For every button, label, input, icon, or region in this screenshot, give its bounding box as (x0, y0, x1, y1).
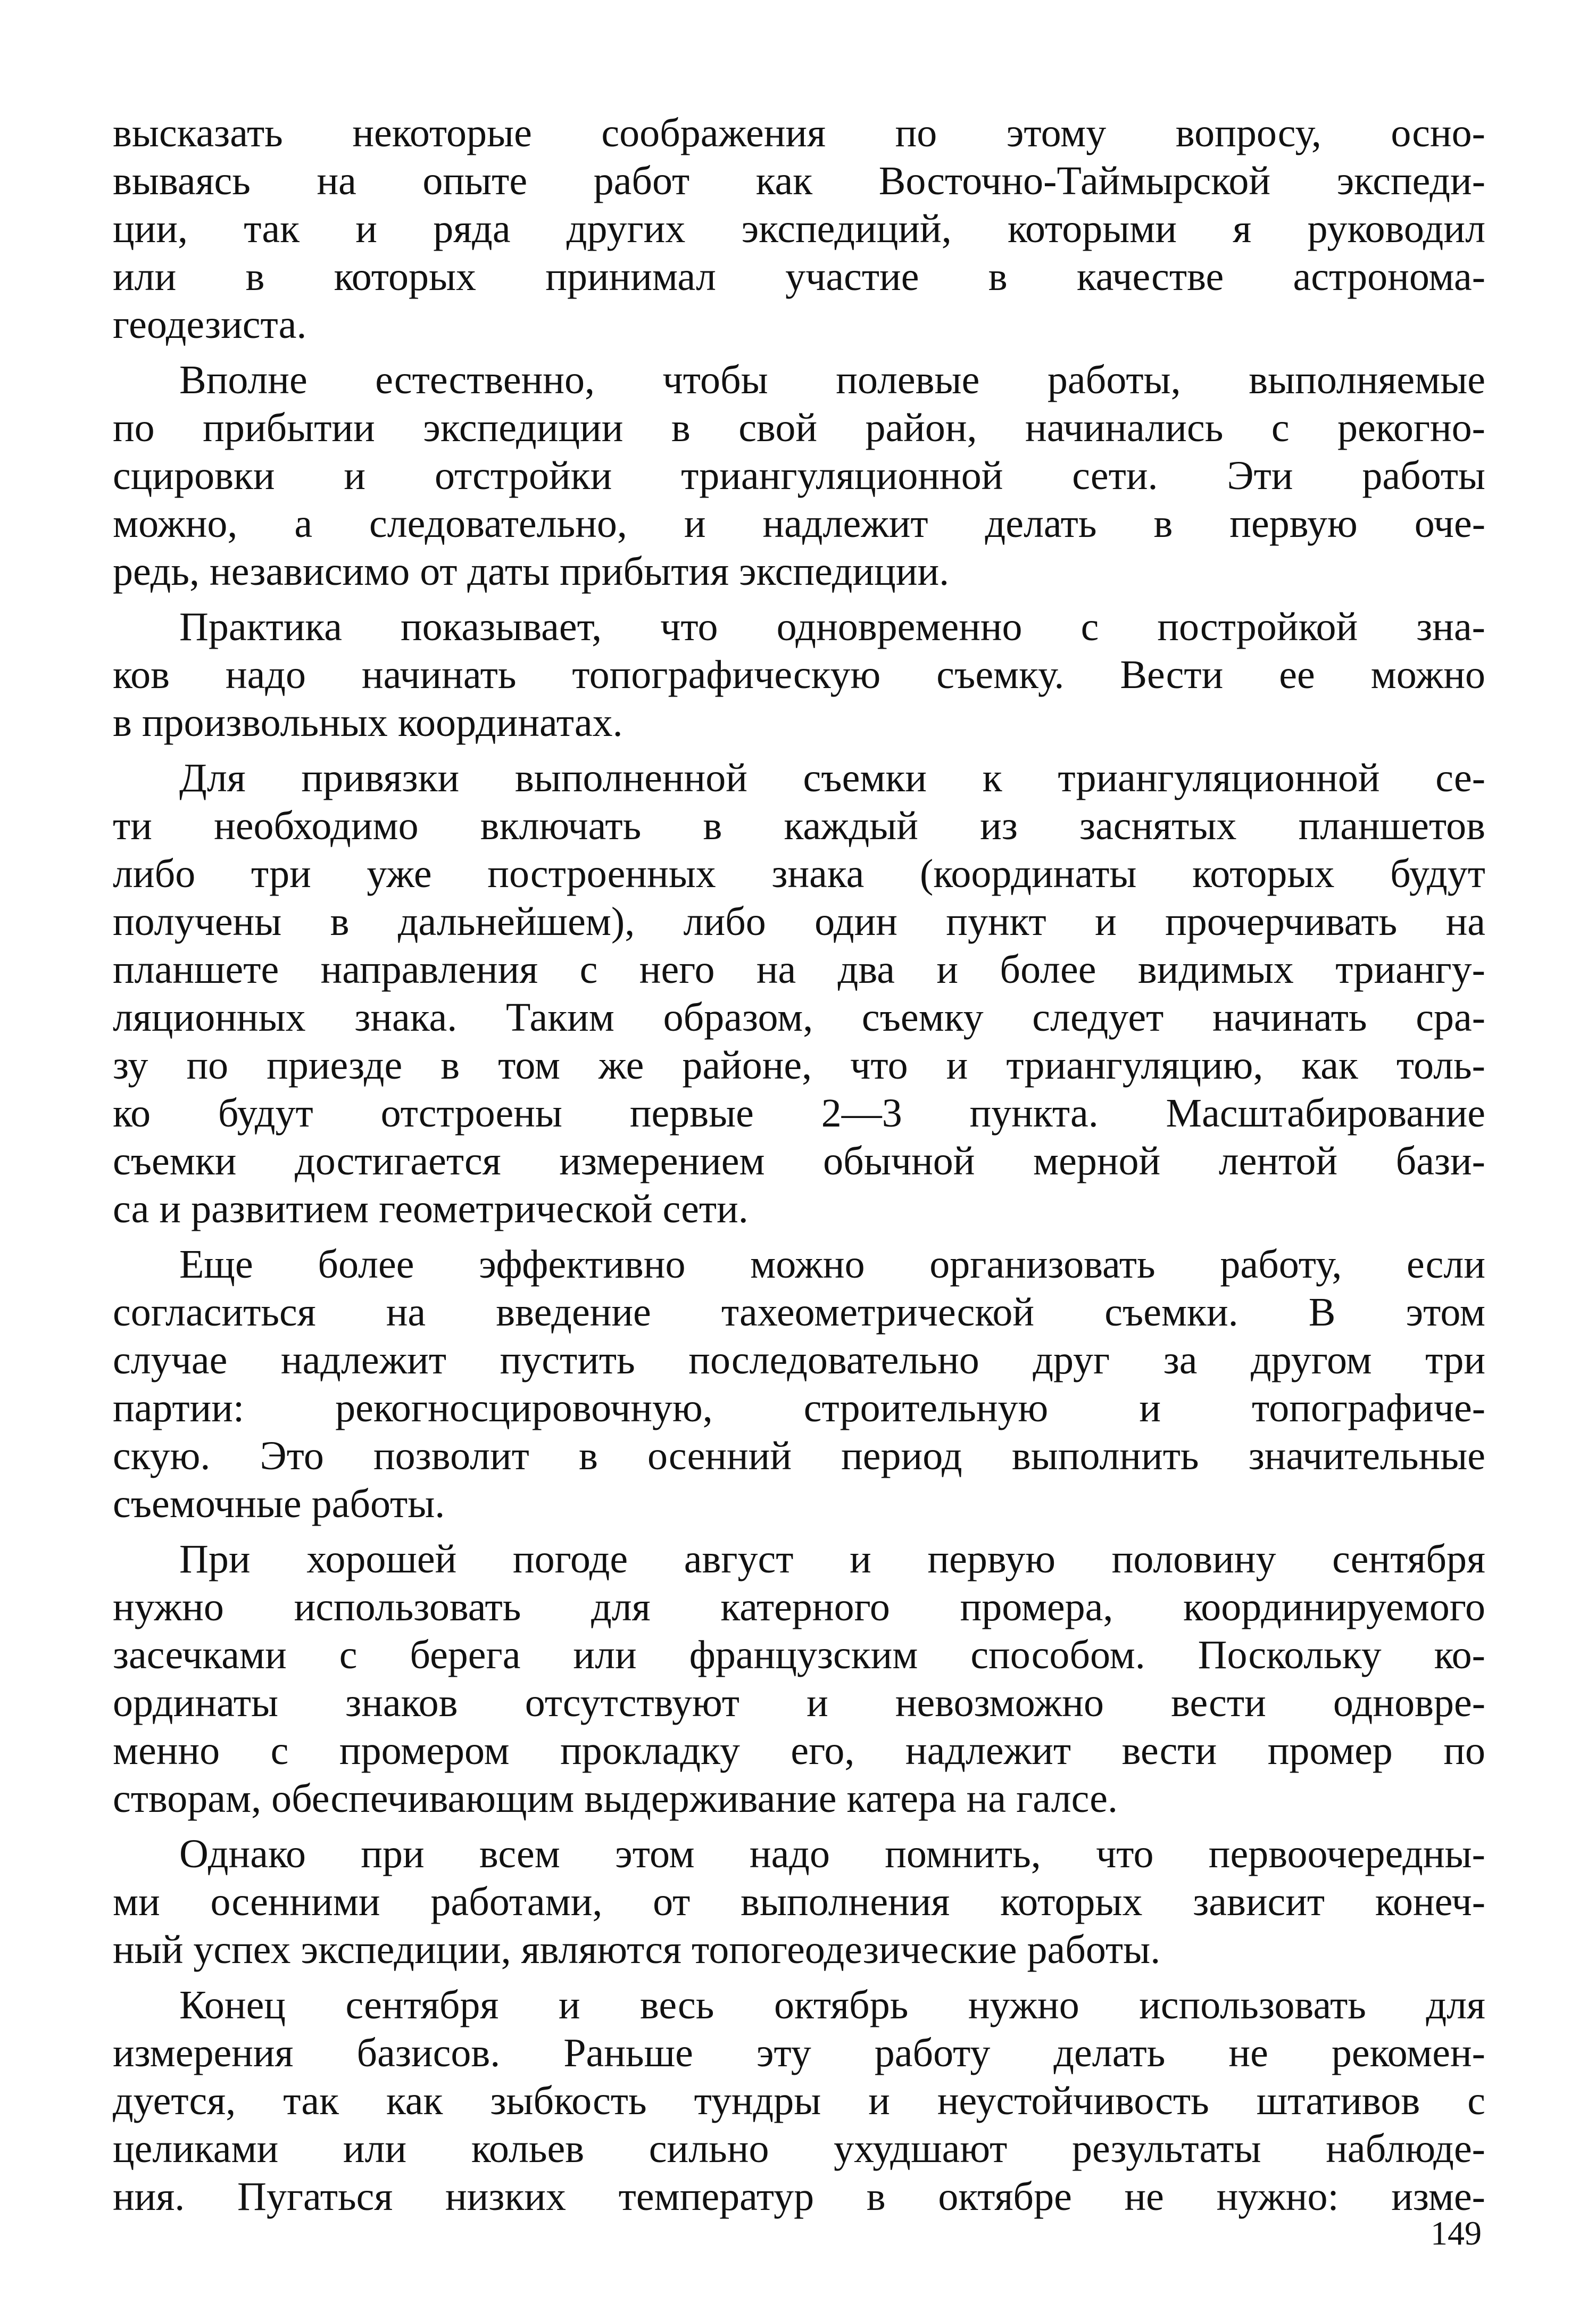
text-line: сцировки и отстройки триангуляционной сети. Эти работы (113, 453, 1485, 498)
text-line: Вполне естественно, чтобы полевые работы, выполняемые (179, 358, 1485, 402)
text-line: съемки достигается измерением обычной мерной лентой бази- (113, 1139, 1485, 1183)
text-line: дуется, так как зыбкость тундры и неустойчивость штативов с (113, 2079, 1485, 2123)
text-line: ляционных знака. Таким образом, съемку следует начинать сра- (113, 995, 1485, 1040)
text-line: Для привязки выполненной съемки к триангуляционной се- (179, 756, 1485, 800)
text-line: вываясь на опыте работ как Восточно-Таймырской экспеди- (113, 159, 1485, 203)
text-line: планшете направления с него на два и более видимых триангу- (113, 947, 1485, 992)
text-line: измерения базисов. Раньше эту работу делать не рекомен- (113, 2031, 1485, 2075)
paragraph (113, 1981, 1485, 2221)
text-line: зу по приезде в том же районе, что и триангуляцию, как толь- (113, 1043, 1485, 1088)
text-line: ко будут отстроены первые 2—3 пункта. Масштабирование (113, 1091, 1485, 1136)
text-line: получены в дальнейшем), либо один пункт и прочерчивать на (113, 899, 1485, 944)
text-line: целиками или кольев сильно ухудшают результаты наблюде- (113, 2126, 1485, 2171)
page-number: 149 (1431, 2214, 1482, 2252)
page-body (113, 109, 1485, 2228)
text-line: ми осенними работами, от выполнения которых зависит конеч- (113, 1879, 1485, 1924)
text-line: Конец сентября и весь октябрь нужно использовать для (179, 1983, 1485, 2027)
text-line: случае надлежит пустить последовательно друг за другом три (113, 1338, 1485, 1382)
text-line: менно с промером прокладку его, надлежит вести промер по (113, 1728, 1485, 1773)
text-line: засечками с берега или французским способом. Поскольку ко- (113, 1633, 1485, 1677)
text-line: по прибытии экспедиции в свой район, начинались с рекогно- (113, 405, 1485, 450)
text-line: съемочные работы. (113, 1481, 445, 1526)
text-line: нужно использовать для катерного промера, координируемого (113, 1585, 1485, 1629)
text-line: согласиться на введение тахеометрической съемки. В этом (113, 1290, 1485, 1335)
text-line: Однако при всем этом надо помнить, что первоочередны- (179, 1832, 1485, 1876)
text-line: или в которых принимал участие в качестве астронома- (113, 254, 1485, 299)
text-line: ции, так и ряда других экспедиций, которыми я руководил (113, 206, 1485, 251)
paragraph (113, 603, 1485, 747)
text-line: створам, обеспечивающим выдерживание катера на галсе. (113, 1776, 1118, 1821)
text-line: партии: рекогносцировочную, строительную и топографиче- (113, 1386, 1485, 1430)
paragraph (113, 1830, 1485, 1974)
text-line: ти необходимо включать в каждый из заснятых планшетов (113, 804, 1485, 848)
text-line: са и развитием геометрической сети. (113, 1187, 749, 1231)
paragraph (113, 109, 1485, 349)
text-line: ния. Пугаться низких температур в октябре не нужно: изме- (113, 2174, 1485, 2219)
text-line: ординаты знаков отсутствуют и невозможно вести одновре- (113, 1680, 1485, 1725)
paragraph (113, 1240, 1485, 1528)
text-line: можно, а следовательно, и надлежит делать в первую оче- (113, 501, 1485, 546)
text-line: либо три уже построенных знака (координаты которых будут (113, 851, 1485, 896)
text-line: высказать некоторые соображения по этому вопросу, осно- (113, 111, 1485, 155)
paragraph (113, 356, 1485, 595)
text-line: геодезиста. (113, 302, 307, 347)
text-line: При хорошей погоде август и первую половину сентября (179, 1537, 1485, 1581)
text-line: редь, независимо от даты прибытия экспедиции. (113, 549, 950, 594)
paragraph (113, 1535, 1485, 1823)
text-line: ный успех экспедиции, являются топогеодезические работы. (113, 1927, 1161, 1972)
text-line: ков надо начинать топографическую съемку. Вести ее можно (113, 652, 1485, 697)
text-line: скую. Это позволит в осенний период выполнить значительные (113, 1434, 1485, 1478)
text-line: Практика показывает, что одновременно с постройкой зна- (179, 605, 1485, 649)
text-line: Еще более эффективно можно организовать работу, если (179, 1242, 1485, 1287)
text-line: в произвольных координатах. (113, 700, 623, 745)
paragraph (113, 754, 1485, 1233)
